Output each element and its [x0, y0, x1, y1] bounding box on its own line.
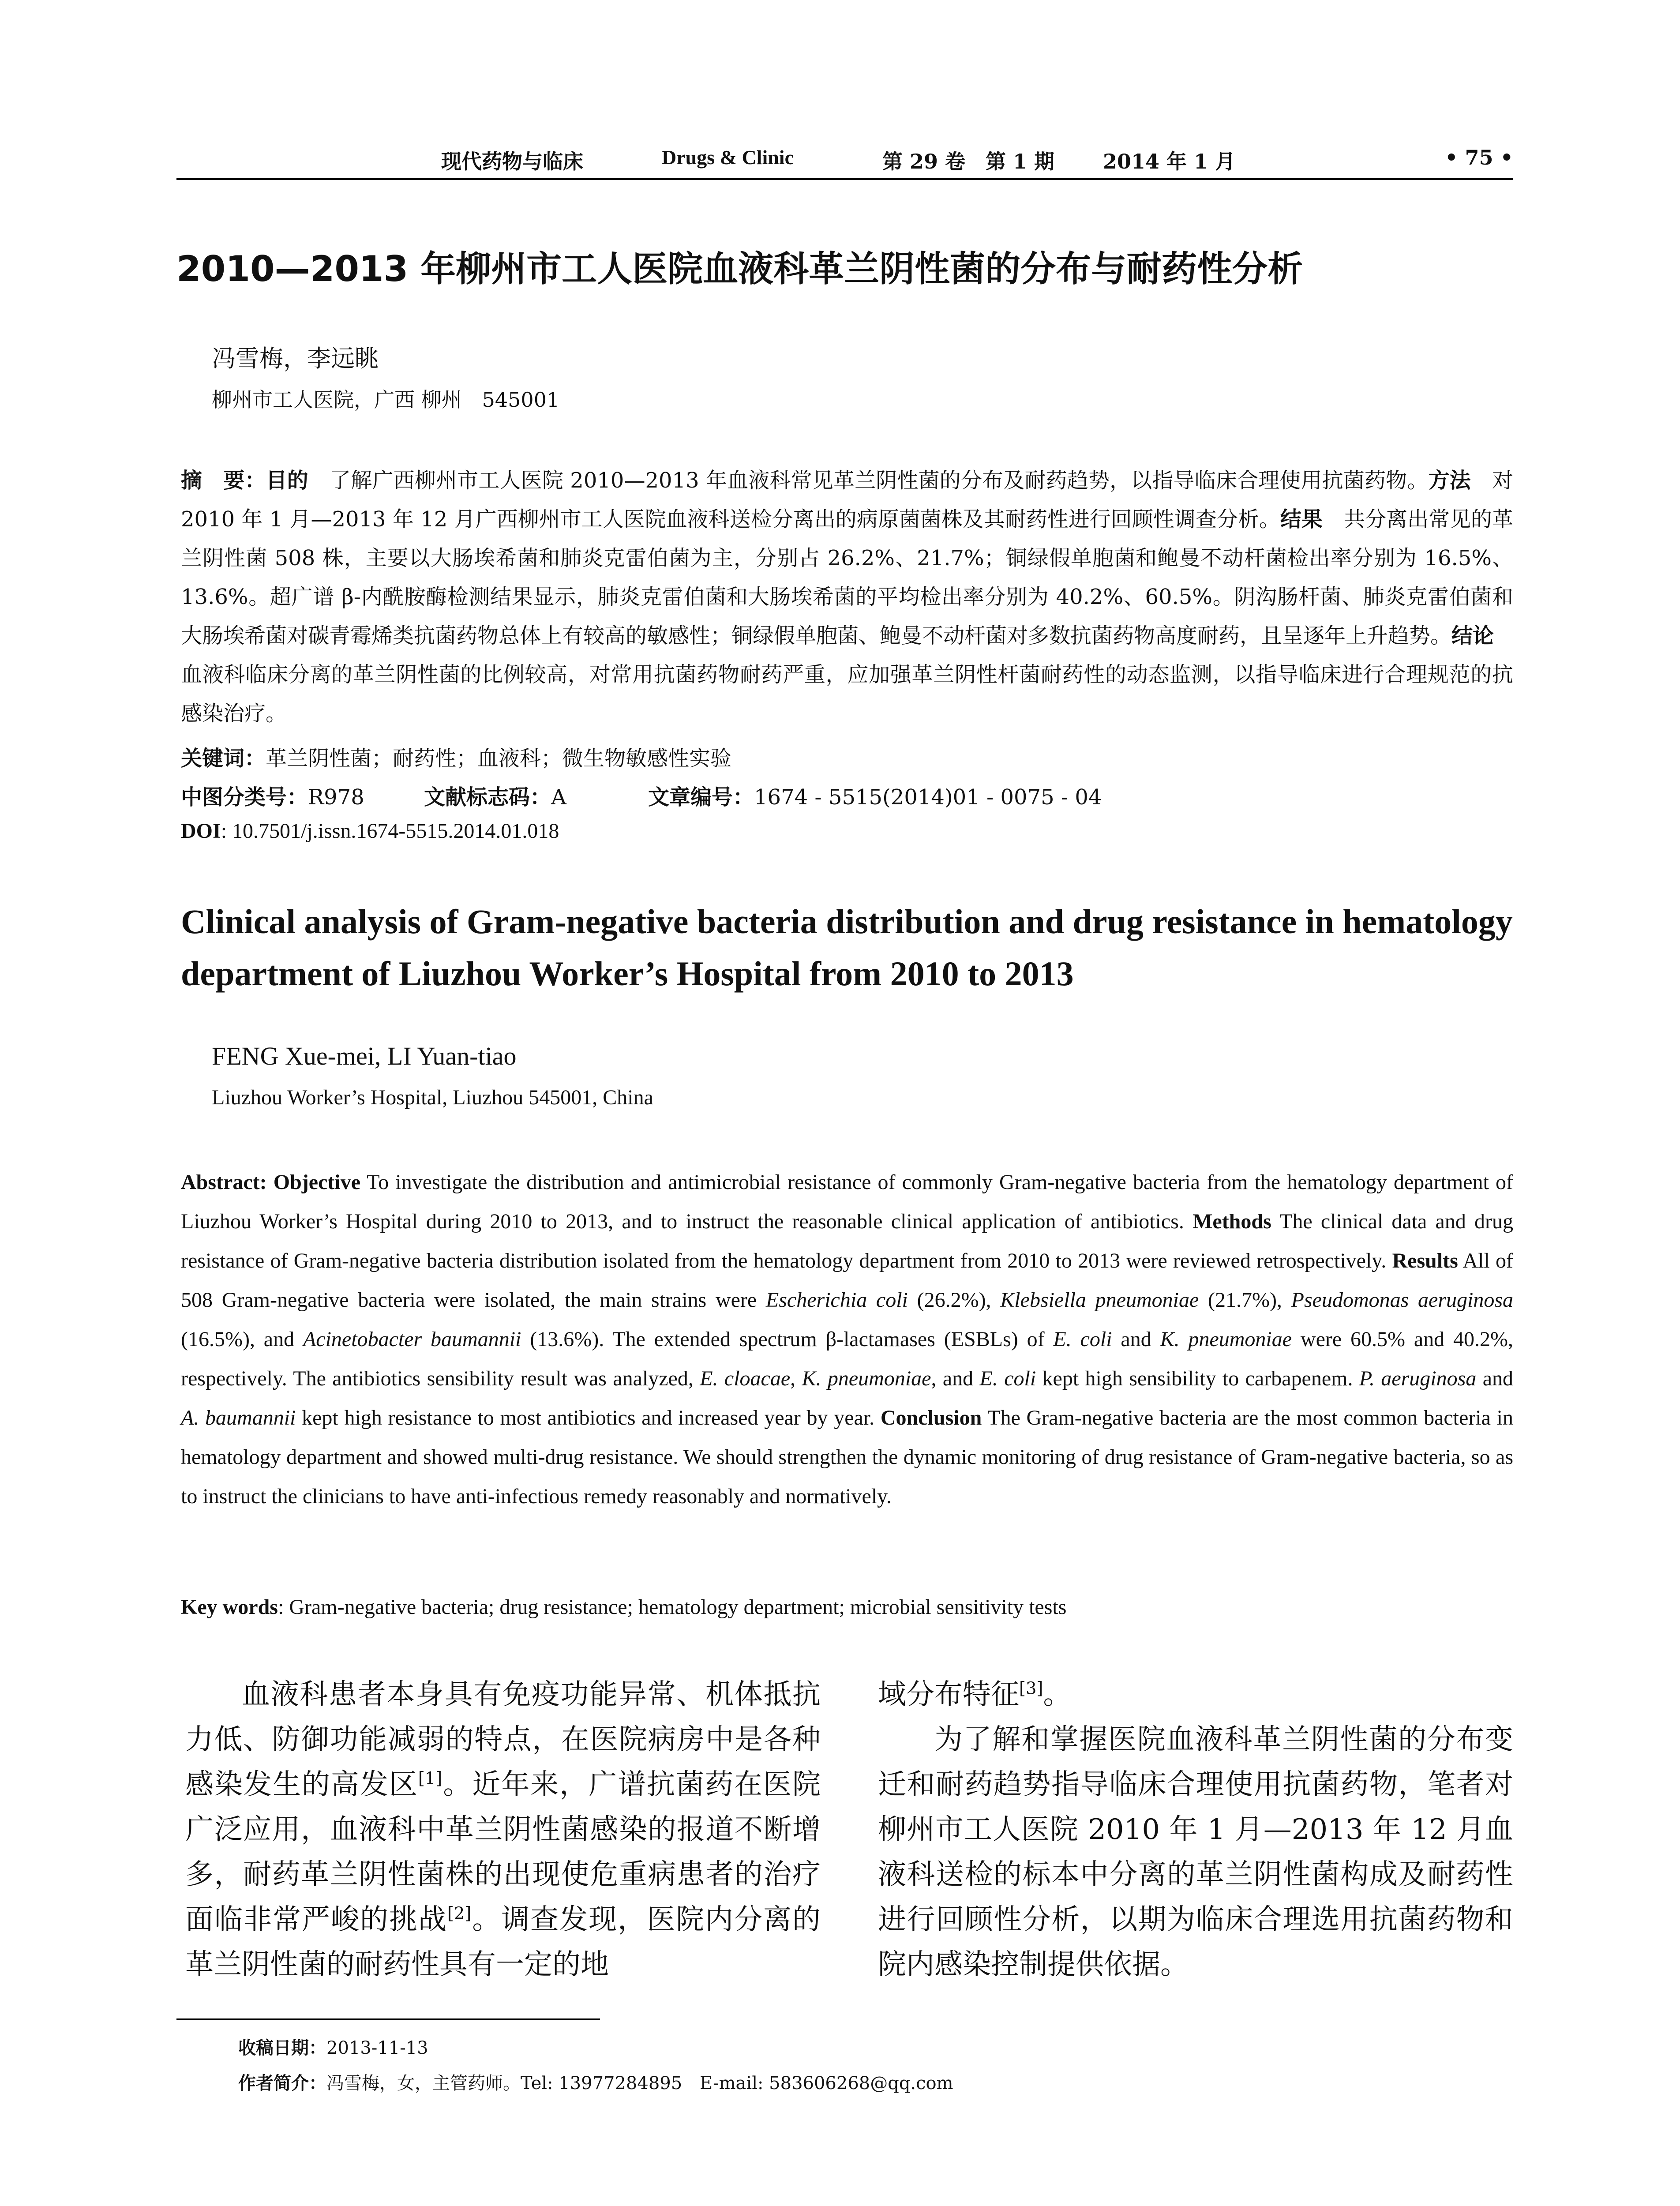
body-column-right [878, 1672, 1513, 1987]
classification-line [181, 780, 1102, 810]
species-name: Pseudomonas aeruginosa [1291, 1288, 1514, 1312]
doc-code-label: 文献标志码： [424, 785, 551, 810]
body-column-left [185, 1672, 821, 1987]
results-text-en: (21.7%), [1199, 1288, 1291, 1312]
results-text-en: and [1112, 1328, 1160, 1351]
clc-value: R978 [308, 785, 364, 810]
species-name: Escherichia coli [765, 1288, 908, 1312]
results-text-en: (16.5%), and [181, 1328, 303, 1351]
abstract-cn [181, 461, 1513, 733]
results-text-en: All of 508 Gram-negative bacteria were isolated, the main strains were [181, 1249, 1514, 1312]
results-label-cn: 结果 [1280, 507, 1323, 532]
journal-name-cn: 现代药物与临床 [441, 150, 583, 173]
results-text-en: were 60.5% and 40.2%, respectively. The antibiotics sensibility result was analyzed, [181, 1328, 1514, 1390]
footnote-author-info [238, 2069, 953, 2094]
author-info-text: 冯雪梅，女，主管药师。Tel: 13977284895 E-mail: 583606268@qq.com [326, 2073, 953, 2093]
results-text-en: , [790, 1367, 802, 1390]
objective-text-en: To investigate the distribution and antimicrobial resistance of commonly Gram-negative bacteria from the hematology department of Liuzhou Worker’s Hospital during 2010 to 2013, and to instruct the reasonable clinical application of antibiotics. [181, 1171, 1514, 1233]
body-text: 血液科患者本身具有免疫功能异常、机体抵抗力低、防御功能减弱的特点，在医院病房中是各种感染发生的高发区 [185, 1678, 821, 1801]
article-number-label: 文章编号： [648, 785, 754, 810]
affiliation-cn: 柳州市工人医院，广西 柳州 545001 [212, 388, 560, 412]
affiliation-en: Liuzhou Worker’s Hospital, Liuzhou 545001, China [212, 1086, 653, 1109]
journal-name-en: Drugs & Clinic [662, 146, 794, 169]
keywords-en-label: Key words [181, 1595, 278, 1619]
results-text-en: , and [931, 1367, 980, 1390]
methods-text-cn: 对 2010 年 1 月—2013 年 12 月广西柳州市工人医院血液科送检分离出的病原菌菌株及其耐药性进行回顾性调查分析。 [181, 468, 1513, 532]
keywords-cn-label: 关键词： [181, 746, 266, 771]
conclusion-text-cn: 血液科临床分离的革兰阴性菌的比例较高，对常用抗菌药物耐药严重，应加强革兰阴性杆菌耐药性的动态监测，以指导临床进行合理规范的抗感染治疗。 [181, 623, 1515, 726]
article-title-en: Clinical analysis of Gram-negative bacteria distribution and drug resistance in hematology department of Liuzhou Worker’s Hospital from 2010 to 2013 [181, 902, 1513, 993]
abstract-en [181, 1163, 1513, 1516]
abstract-cn-label: 摘 要： [181, 468, 266, 493]
author-info-label: 作者简介： [238, 2073, 326, 2093]
results-text-en: kept high sensibility to carbapenem. [1036, 1367, 1359, 1390]
doi-value[interactable]: : 10.7501/j.issn.1674-5515.2014.01.018 [221, 819, 559, 843]
body-paragraph [185, 1672, 821, 1987]
citation-ref[interactable]: [1] [418, 1768, 442, 1789]
body-paragraph: 为了解和掌握医院血液科革兰阴性菌的分布变迁和耐药趋势指导临床合理使用抗菌药物，笔者对柳州市工人医院 2010 年 1 月—2013 年 12 月血液科送检的标本中分离的革兰阴性菌构成及耐药性进行回顾性分析，以期为临床合理选用抗菌药物和院内感染控制提供依据。 [878, 1723, 1513, 1981]
results-label-en: Results [1392, 1249, 1458, 1272]
results-text-en: (26.2%), [908, 1288, 1001, 1312]
received-date: 2013-11-13 [326, 2038, 428, 2058]
keywords-en-text: : Gram-negative bacteria; drug resistance; hematology department; microbial sensitivity tests [278, 1595, 1067, 1619]
citation-ref[interactable]: [3] [1019, 1678, 1043, 1699]
objective-text-cn: 了解广西柳州市工人医院 2010—2013 年血液科常见革兰阴性菌的分布及耐药趋势，以指导临床合理使用抗菌药物。 [308, 468, 1429, 493]
body-text: 域分布特征 [878, 1678, 1019, 1711]
species-name: K. pneumoniae [802, 1367, 931, 1390]
results-text-en: (13.6%). The extended spectrum β-lactamases (ESBLs) of [521, 1328, 1054, 1351]
article-title-cn: 2010—2013 年柳州市工人医院血液科革兰阴性菌的分布与耐药性分析 [176, 248, 1303, 289]
species-name: A. baumannii [181, 1406, 296, 1429]
body-text: 。 [1043, 1678, 1072, 1711]
volume-issue: 第 29 卷 第 1 期 [882, 150, 1055, 173]
objective-label-cn: 目的 [266, 468, 308, 493]
results-text-en: kept high resistance to most antibiotics and increased year by year. [296, 1406, 875, 1429]
methods-label-cn: 方法 [1428, 468, 1471, 493]
body-paragraph-continued [878, 1672, 1513, 1717]
objective-label-en: Objective [273, 1171, 360, 1194]
keywords-cn-text: 革兰阴性菌；耐药性；血液科；微生物敏感性实验 [266, 746, 732, 771]
species-name: Acinetobacter baumannii [303, 1328, 521, 1351]
conclusion-label-cn: 结论 [1451, 623, 1494, 648]
methods-label-en: Methods [1192, 1210, 1271, 1233]
doi-line [181, 819, 559, 843]
species-name: E. cloacae [700, 1367, 791, 1390]
species-name: P. aeruginosa [1359, 1367, 1477, 1390]
keywords-en [181, 1595, 1066, 1619]
running-header [176, 140, 1513, 176]
page-number: • 75 • [1445, 146, 1513, 169]
species-name: Klebsiella pneumoniae [1000, 1288, 1199, 1312]
body-text: 。近年来，广谱抗菌药在医院广泛应用，血液科中革兰阴性菌感染的报道不断增多，耐药革兰阴性菌株的出现使危重病患者的治疗面临非常严峻的挑战 [185, 1768, 821, 1936]
results-text-en: and [1476, 1367, 1513, 1390]
article-number-value: 1674 - 5515(2014)01 - 0075 - 04 [754, 785, 1102, 810]
footnote-rule [176, 2018, 600, 2020]
header-rule [176, 178, 1513, 180]
authors-en: FENG Xue-mei, LI Yuan-tiao [212, 1042, 517, 1070]
species-name: E. coli [1053, 1328, 1112, 1351]
results-text-cn: 共分离出常见的革兰阴性菌 508 株，主要以大肠埃希菌和肺炎克雷伯菌为主，分别占 26.2%、21.7%；铜绿假单胞菌和鲍曼不动杆菌检出率分别为 16.5%、13.6%。超广谱 β-内酰胺酶检测结果显示，肺炎克雷伯菌和大肠埃希菌的平均检出率分别为 40.2%、60.5%。阴沟肠杆菌、肺炎克雷伯菌和大肠埃希菌对碳青霉烯类抗菌药物总体上有较高的敏感性；铜绿假单胞菌、鲍曼不动杆菌对多数抗菌药物高度耐药，且呈逐年上升趋势。 [181, 507, 1513, 648]
footnote-received [238, 2034, 428, 2059]
received-label: 收稿日期： [238, 2038, 326, 2058]
conclusion-label-en: Conclusion [880, 1406, 982, 1429]
keywords-cn [181, 741, 731, 772]
species-name: E. coli [979, 1367, 1036, 1390]
body-text: 。调查发现，医院内分离的革兰阴性菌的耐药性具有一定的地 [185, 1903, 821, 1981]
clc-label: 中图分类号： [181, 785, 308, 810]
issue-date: 2014 年 1 月 [1103, 150, 1236, 173]
citation-ref[interactable]: [2] [447, 1903, 472, 1924]
methods-text-en: The clinical data and drug resistance of Gram-negative bacteria distribution isolated from the hematology department from 2010 to 2013 were reviewed retrospectively. [181, 1210, 1513, 1272]
authors-cn: 冯雪梅，李远眺 [212, 345, 379, 372]
doi-label: DOI [181, 819, 221, 843]
species-name: K. pneumoniae [1160, 1328, 1292, 1351]
doc-code-value: A [551, 785, 566, 810]
conclusion-text-en: The Gram-negative bacteria are the most common bacteria in hematology department and showed multi-drug resistance. We should strengthen the dynamic monitoring of drug resistance of Gram-negative bacteria, so as to instruct the clinicians to have anti-infectious remedy reasonably and normatively. [181, 1406, 1513, 1508]
abstract-en-label: Abstract: [181, 1171, 267, 1194]
